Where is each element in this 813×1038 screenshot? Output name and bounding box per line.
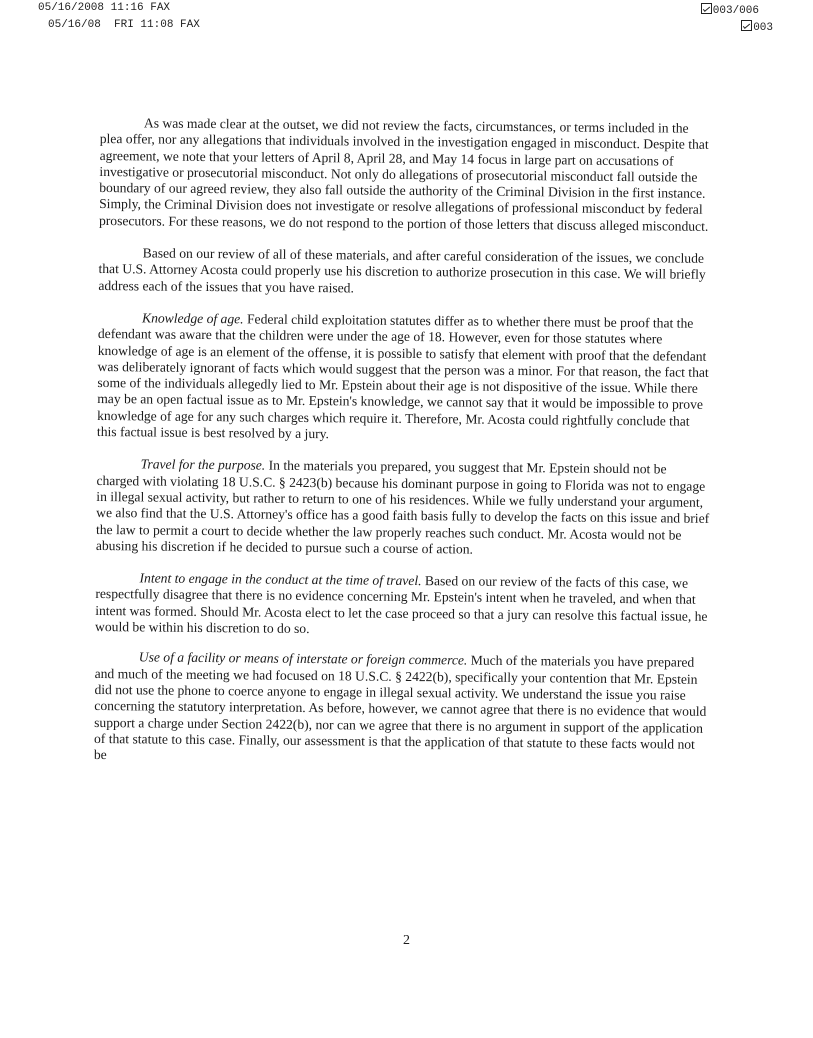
fax-header-page-count (701, 2, 759, 17)
paragraph-text: Based on our review of the facts of this case, we respectfully disagree that there is no evidence concerning Mr. Epstein's intent when he traveled, and when that intent was formed. Should Mr. Acosta elect to let the case proceed so that a jury can resolve this factual issue, he would be within his discretion to do so. (95, 573, 708, 637)
paragraph-heading: Intent to engage in the conduct at the time of travel. (139, 570, 422, 589)
paragraph-heading: Travel for the purpose. (140, 456, 266, 473)
fax-header-secondary-timestamp: 05/16/08 FRI 11:08 FAX (48, 19, 200, 31)
paragraph-text: Based on our review of all of these materials, and after careful consideration of the issues, we conclude that U.S. Attorney Acosta could properly use his discretion to authorize prosecution in this case. We will briefly address each of the issues that you have raised. (98, 245, 706, 296)
fax-secondary-page-text: 003 (753, 22, 773, 34)
paragraph-text: Federal child exploitation statutes differ as to whether there must be proof that the defendant was aware that the children were under the age of 18. However, even for those statutes where knowledge of age is an element of the offense, it is possible to satisfy that element with proof that the defendant was deliberately ignorant of facts which would suggest that the person was a minor. For that reason, the fact that some of the individuals allegedly lied to Mr. Epstein about their age is not dispositive of the issue. While there may be an open factual issue as to Mr. Epstein's knowledge, we cannot say that it would be impossible to prove knowledge of age for any such charges which require it. Therefore, Mr. Acosta could rightfully conclude that this factual issue is best resolved by a jury. (96, 311, 709, 442)
paragraph-travel-for-purpose (96, 456, 711, 560)
paragraph-conclusion (98, 245, 712, 300)
paragraph-heading: Knowledge of age. (141, 310, 244, 327)
paragraph-text: As was made clear at the outset, we did not review the facts, circumstances, or terms included in the plea offer, nor any allegations that individuals involved in the investigation engaged in misconduct. Despite that agreement, we note that your letters of April 8, April 28, and May 14 focus in large part on accusations of investigative or prosecutorial misconduct. Not only do allegations of prosecutorial misconduct fall outside the boundary of our agreed review, they also fall outside the authority of the Criminal Division in the first instance. Simply, the Criminal Division does not investigate or resolve allegations of professional misconduct by federal prosecutors. For these reasons, we do not respond to the portion of those letters that discuss alleged misconduct. (98, 115, 709, 234)
fax-checkbox-icon (741, 20, 752, 31)
fax-header-timestamp: 05/16/2008 11:16 FAX (38, 2, 171, 14)
fax-checkbox-icon (701, 3, 712, 14)
paragraph-text: Much of the materials you have prepared and much of the meeting we had focused on 18 U.S.C. § 2422(b), specifically your contention that Mr. Epstein did not use the phone to coerce anyone to engage in illegal sexual activity. We understand the issue you raise concerning the statutory interpretation. As before, however, we cannot agree that there is no evidence that would support a charge under Section 2422(b), nor can we agree that there is no argument in support of the application of that statute to this case. Finally, our assessment is that the application of that statute to these facts would not be (93, 652, 707, 763)
paragraph-knowledge-of-age (97, 310, 712, 446)
paragraph-use-of-facility (94, 649, 709, 769)
paragraph-text: In the materials you prepared, you suggest that Mr. Epstein should not be charged with violating 18 U.S.C. § 2423(b) because his dominant purpose in going to Florida was not to engage in illegal sexual activity, but rather to return to one of his residences. While we fully understand your argument, we also find that the U.S. Attorney's office has a good faith basis fully to develop the facts on this issue and brief the law to permit a court to decide whether the law properly reaches such conduct. Mr. Acosta would not be abusing his discretion if he decided to pursue such a course of action. (95, 457, 710, 557)
paragraph-intent (95, 570, 710, 641)
fax-header-secondary-page (741, 19, 773, 34)
page-number: 2 (403, 933, 410, 948)
fax-page-count-text: 003/006 (712, 5, 759, 17)
paragraph-heading: Use of a facility or means of interstate or foreign commerce. (138, 649, 468, 668)
paragraph-scope (99, 115, 714, 235)
letter-body (94, 115, 714, 785)
